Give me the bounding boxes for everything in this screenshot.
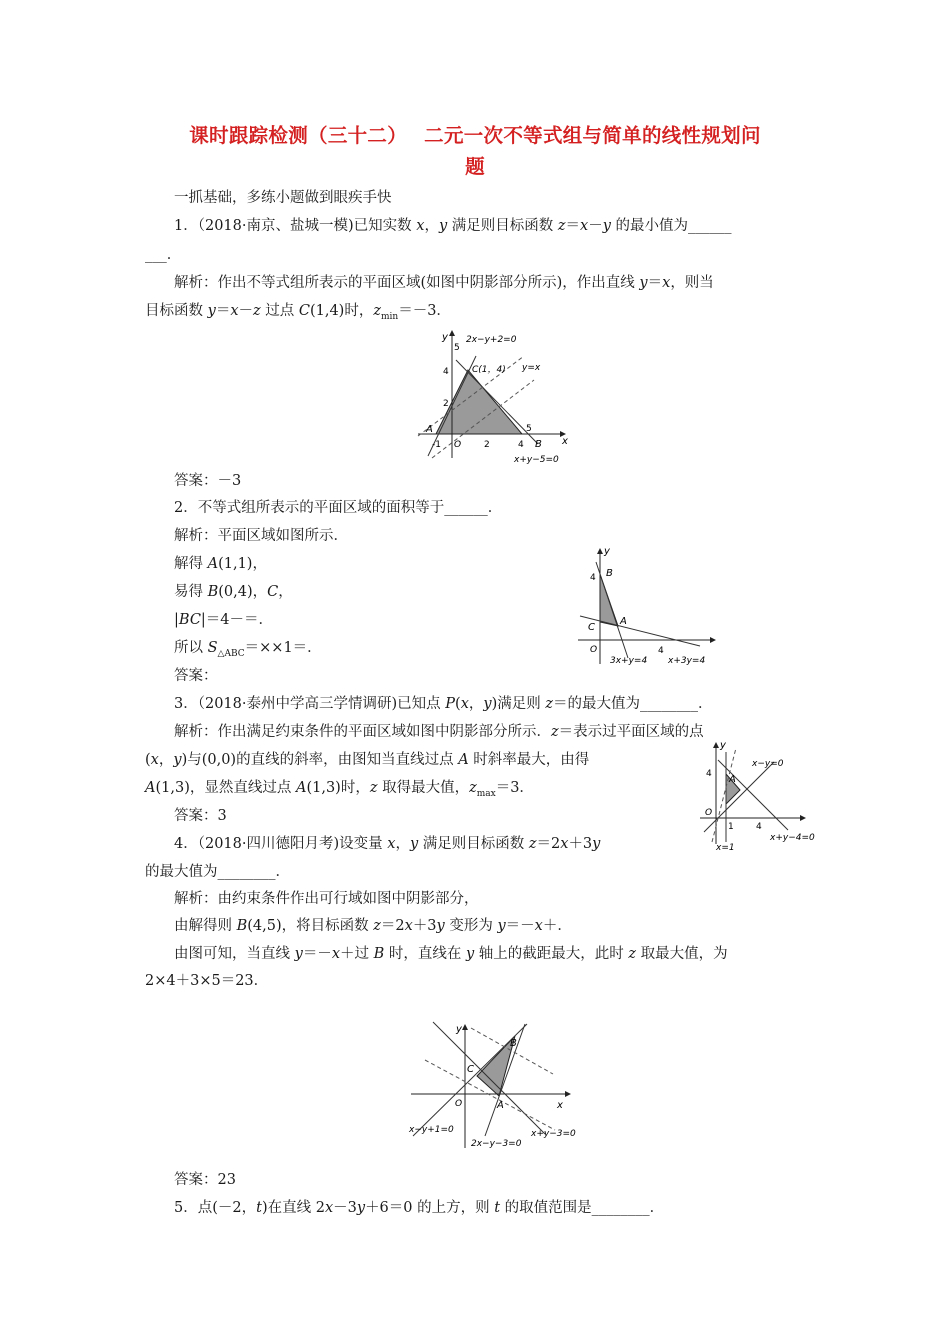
q4-point-C: C bbox=[467, 1064, 474, 1075]
q1-answer: 答案：－3 bbox=[174, 473, 242, 489]
q1-point-B: B bbox=[535, 439, 542, 450]
q5-stem: 5．点(－2，t)在直线 2x－3y＋6＝0 的上方，则 t 的取值范围是________． bbox=[174, 1200, 665, 1216]
q1-tick-2: 2 bbox=[443, 399, 449, 409]
q4-solution-line3: 由图可知，当直线 y＝－x＋过 B 时，直线在 y 轴上的截距最大，此时 z 取最大值，为 bbox=[174, 946, 728, 962]
q4-answer: 答案：23 bbox=[174, 1172, 236, 1188]
q1-tick-neg1: -1 bbox=[432, 440, 441, 450]
q2-stem: 2．不等式组所表示的平面区域的面积等于______． bbox=[174, 500, 503, 516]
q2-label-line1: 3x+y=4 bbox=[610, 656, 648, 666]
q1-stem: 1．（2018·南京、盐城一模)已知实数 x，y 满足则目标函数 z＝x－y 的最小值为______ bbox=[174, 218, 732, 234]
q2-tick-x4: 4 bbox=[658, 646, 664, 656]
q3-stem: 3．（2018·泰州中学高三学情调研)已知点 P(x，y)满足则 z＝的最大值为________． bbox=[174, 696, 713, 712]
q4-x-label: x bbox=[557, 1100, 563, 1111]
q2-point-B: B bbox=[606, 568, 613, 579]
q3-tick-1: 1 bbox=[728, 822, 734, 832]
q2-figure bbox=[572, 546, 722, 668]
q2-y-arrow bbox=[597, 548, 603, 554]
q2-step3: |BC|＝4－＝． bbox=[174, 612, 274, 628]
q2-label-line2: x+3y=4 bbox=[668, 656, 706, 666]
q4-label-line2: 2x−y−3=0 bbox=[471, 1139, 522, 1149]
q1-label-line2: y=x bbox=[522, 363, 541, 373]
q1-origin: O bbox=[454, 440, 462, 450]
q1-figure bbox=[410, 328, 570, 466]
q4-origin: O bbox=[455, 1099, 463, 1109]
q1-label-line3: x+y−5=0 bbox=[514, 455, 559, 465]
q3-tick-4: 4 bbox=[706, 769, 712, 779]
q3-x-arrow bbox=[800, 815, 806, 821]
q1-tick-5: 5 bbox=[454, 343, 460, 353]
q4-point-B: B bbox=[510, 1038, 517, 1049]
q2-step2: 易得 B(0,4)，C， bbox=[174, 584, 293, 600]
q1-point-C: C(1，4) bbox=[472, 365, 506, 375]
q3-label-line2: x+y−4=0 bbox=[770, 833, 815, 843]
q3-y-arrow bbox=[713, 742, 719, 748]
q4-solution-line1: 解析：由约束条件作出可行域如图中阴影部分， bbox=[174, 891, 479, 907]
q2-tick-4: 4 bbox=[590, 573, 596, 583]
q1-y-label: y bbox=[442, 332, 448, 343]
q4-y-label: y bbox=[456, 1024, 462, 1035]
q4-label-line1: x−y+1=0 bbox=[409, 1125, 454, 1135]
q1-x-label: x bbox=[562, 436, 568, 447]
q3-label-line1: x−y=0 bbox=[752, 759, 784, 769]
q2-step1: 解得 A(1,1)， bbox=[174, 556, 267, 572]
q4-figure bbox=[405, 1018, 595, 1152]
q1-stem-cont: ___． bbox=[145, 247, 182, 263]
q2-step4: 所以 $S_{\triangle ABC}=\times\times 1=$． bbox=[174, 640, 322, 659]
q4-line-x+y-3 bbox=[433, 1022, 545, 1134]
q3-line-x-y=0 bbox=[704, 762, 774, 832]
q2-origin: O bbox=[590, 645, 598, 655]
q3-origin: O bbox=[705, 808, 713, 818]
q1-tick-4: 4 bbox=[443, 367, 449, 377]
q2-y-label: y bbox=[604, 546, 610, 557]
q4-x-arrow bbox=[565, 1091, 571, 1097]
q4-solution-line2: 由解得则 B(4,5)，将目标函数 z＝2x＋3y 变形为 y＝－x＋． bbox=[174, 918, 572, 934]
q3-answer: 答案：3 bbox=[174, 808, 227, 824]
q2-point-C: C bbox=[588, 622, 595, 633]
q3-tick-x4: 4 bbox=[756, 822, 762, 832]
q2-line-x+3y=4 bbox=[580, 616, 700, 646]
q1-point-A: A bbox=[426, 424, 433, 435]
q2-solution: 解析：平面区域如图所示． bbox=[174, 528, 348, 544]
q1-tick-x5: 5 bbox=[526, 424, 532, 434]
q1-tick-x2: 2 bbox=[484, 440, 490, 450]
q3-label-line3: x=1 bbox=[716, 843, 735, 853]
q4-point-A: A bbox=[497, 1100, 504, 1111]
title-line-1: 课时跟踪检测（三十二） 二元一次不等式组与简单的线性规划问 bbox=[189, 124, 761, 147]
q3-solution-line1: 解析：作出满足约束条件的平面区域如图中阴影部分所示．z＝表示过平面区域的点 bbox=[174, 724, 704, 740]
q4-y-arrow bbox=[462, 1024, 468, 1030]
q4-stem-line2: 的最大值为________． bbox=[145, 864, 290, 880]
q1-y-arrow bbox=[449, 330, 455, 336]
q4-solution-line4: 2×4＋3×5＝23． bbox=[145, 973, 269, 989]
q3-y-label: y bbox=[720, 740, 726, 751]
q4-stem-line1: 4．（2018·四川德阳月考)设变量 x，y 满足则目标函数 z＝2x＋3y bbox=[174, 836, 601, 852]
q2-x-arrow bbox=[710, 637, 716, 643]
q2-answer: 答案： bbox=[174, 668, 218, 684]
q3-figure bbox=[696, 738, 815, 853]
q1-feasible-region bbox=[436, 370, 522, 434]
q3-point-A: A bbox=[729, 774, 736, 785]
page-title bbox=[130, 120, 820, 182]
q4-label-line3: x+y−3=0 bbox=[531, 1129, 576, 1139]
title-line-2: 题 bbox=[465, 155, 485, 178]
intro-text: 一抓基础，多练小题做到眼疾手快 bbox=[174, 190, 392, 206]
q1-tick-x4: 4 bbox=[518, 440, 524, 450]
q3-solution-line2: (x，y)与(0,0)的直线的斜率，由图知当直线过点 A 时斜率最大，由得 bbox=[145, 752, 590, 768]
q2-point-A: A bbox=[620, 616, 627, 627]
q1-label-line1: 2x−y+2=0 bbox=[466, 335, 517, 345]
q1-solution-line1: 解析：作出不等式组所表示的平面区域(如图中阴影部分所示)，作出直线 y＝x，则当 bbox=[174, 275, 714, 291]
q3-solution-line3: A(1,3)，显然直线过点 A(1,3)时，z 取得最大值，$z_{max}=3$． bbox=[145, 780, 534, 799]
q1-solution-line2: 目标函数 y＝x－z 过点 C(1,4)时，$z_{min}=-3$． bbox=[145, 303, 451, 322]
